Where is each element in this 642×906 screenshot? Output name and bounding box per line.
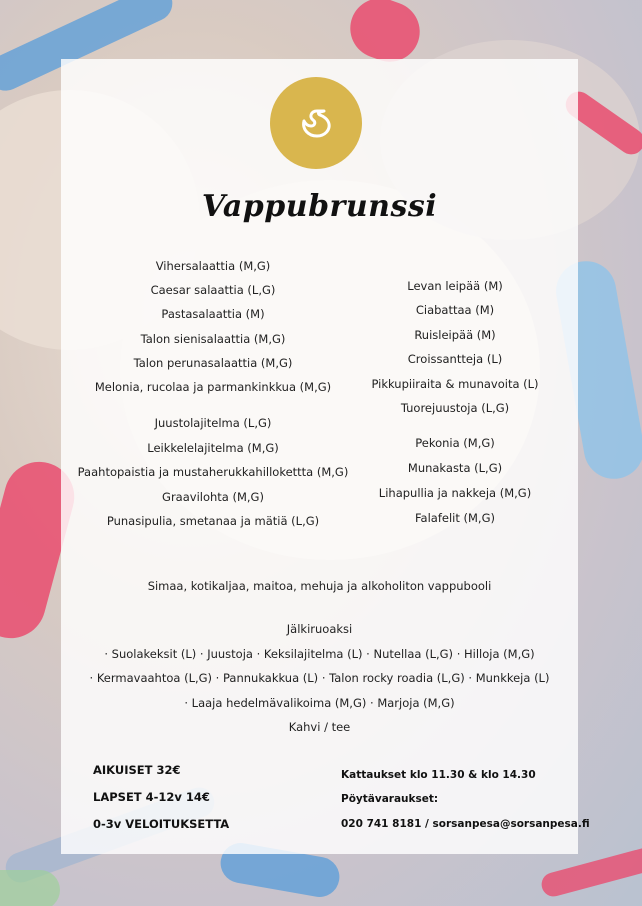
swan-icon: [270, 77, 362, 169]
dessert-heading: Jälkiruoaksi: [286, 622, 353, 636]
menu-item: Pikkupiiraita & munavoita (L): [371, 377, 539, 391]
coffee-line: Kahvi / tee: [288, 720, 351, 734]
menu-item: Caesar salaattia (L,G): [150, 283, 276, 297]
menu-item: Juustolajitelma (L,G): [154, 416, 272, 430]
page-title: Vappubrunssi: [201, 189, 438, 224]
menu-item: Talon perunasalaattia (M,G): [133, 356, 293, 370]
menu-item: Punasipulia, smetanaa ja mätiä (L,G): [106, 514, 320, 528]
dessert-line: · Suolakeksit (L) · Juustoja · Keksilajitelma (L) · Nutellaa (L,G) · Hilloja (M,G): [104, 647, 535, 661]
menu-item: Graavilohta (M,G): [162, 490, 264, 504]
menu-item: Tuorejuustoja (L,G): [400, 401, 510, 415]
contact-text: 020 741 8181 / sorsanpesa@sorsanpesa.fi: [341, 818, 590, 830]
menu-item: Paahtopaistia ja mustaherukkahillokettta (M,G): [77, 465, 349, 479]
menu-item: Falafelit (M,G): [415, 511, 495, 525]
menu-item: Pekonia (M,G): [415, 436, 495, 450]
dessert-line: · Kermavaahtoa (L,G) · Pannukakkua (L) · Talon rocky roadia (L,G) · Munkkeja (L): [89, 671, 550, 685]
menu-item: Croissantteja (L): [407, 352, 503, 366]
menu-item: Ciabattaa (M): [415, 303, 495, 317]
menu-item: Talon sienisalaattia (M,G): [140, 332, 286, 346]
menu-item: Munakasta (L,G): [407, 461, 503, 475]
price-children: LAPSET 4-12v 14€: [93, 790, 210, 804]
drinks-line: Simaa, kotikaljaa, maitoa, mehuja ja alkoholiton vappubooli: [147, 579, 492, 593]
price-adults: AIKUISET 32€: [93, 763, 181, 777]
reservations-label: Pöytävaraukset:: [341, 793, 439, 805]
menu-item: Levan leipää (M): [407, 279, 503, 293]
menu-item: Leikkelelajitelma (M,G): [147, 441, 279, 455]
menu-item: Melonia, rucolaa ja parmankinkkua (M,G): [94, 380, 332, 394]
logo: [270, 77, 362, 169]
menu-item: Pastasalaattia (M): [161, 307, 265, 321]
menu-item: Ruisleipää (M): [414, 328, 496, 342]
price-infants: 0-3v VELOITUKSETTA: [93, 817, 230, 831]
menu-item: Lihapullia ja nakkeja (M,G): [378, 486, 532, 500]
menu-item: Vihersalaattia (M,G): [155, 259, 271, 273]
menu-panel: [61, 59, 590, 854]
dessert-line: · Laaja hedelmävalikoima (M,G) · Marjoja (M,G): [184, 696, 455, 710]
sittings-text: Kattaukset klo 11.30 & klo 14.30: [341, 769, 536, 781]
